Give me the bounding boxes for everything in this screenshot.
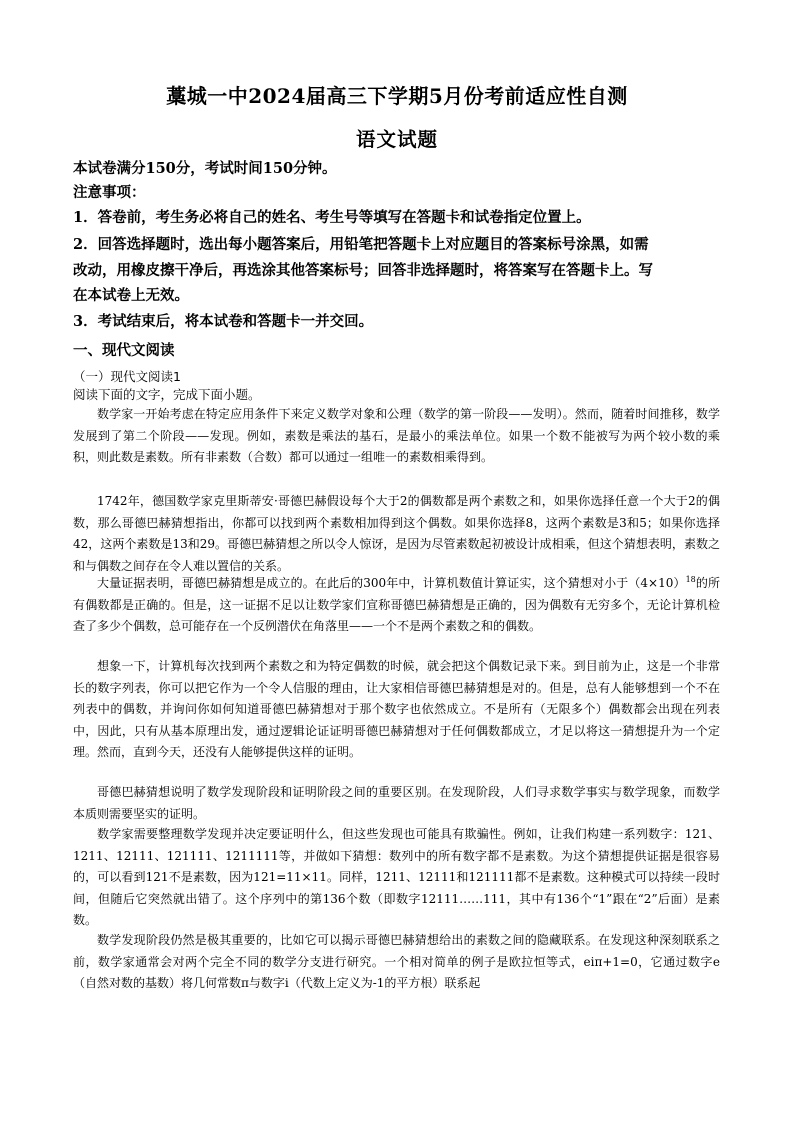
passage-paragraph-7: 数学发现阶段仍然是极其重要的，比如它可以揭示哥德巴赫猜想给出的素数之间的隐藏联系。在发现这种深刻联系之前，数学家通常会对两个完全不同的数学分支进行研究。一个相对简单的例子是欧拉恒等式，eiπ+1=0，它通过数字e（自然对数的基数）将几何常数π与数字i（代数上定义为-1的平方根）联系起 <box>73 933 720 991</box>
note-3: 3．考试结束后，将本试卷和答题卡一并交回。 <box>73 313 374 330</box>
exam-subtitle: 语文试题 <box>355 128 438 151</box>
section-subheading: （一）现代文阅读1 <box>73 369 181 384</box>
note-1: 1．答卷前，考生务必将自己的姓名、考生号等填写在答题卡和试卷指定位置上。 <box>73 209 591 226</box>
notes-heading: 注意事项： <box>73 184 146 201</box>
section-heading: 一、现代文阅读 <box>73 342 175 359</box>
score-line: 本试卷满分150分，考试时间150分钟。 <box>73 160 337 177</box>
exam-title: 藁城一中2024届高三下学期5月份考前适应性自测 <box>166 84 628 108</box>
exponent-superscript: 18 <box>685 575 696 584</box>
passage-paragraph-3 <box>73 573 720 638</box>
passage-paragraph-4: 想象一下，计算机每次找到两个素数之和为特定偶数的时候，就会把这个偶数记录下来。到目前为止，这是一个非常长的数字列表，你可以把它作为一个令人信服的理由，让大家相信哥德巴赫猜想是对的。但是，总有人能够想到一个不在列表中的偶数，并询问你如何知道哥德巴赫猜想对于那个数字也依然成立。不是所有（无限多个）偶数都会出现在列表中，因此，只有从基本原理出发，通过逻辑论证证明哥德巴赫猜想对于任何偶数都成立，才足以将这一猜想提升为一个定理。然而，直到今天，还没有人能够提供这样的证明。 <box>73 659 720 760</box>
note-2-line-3: 在本试卷上无效。 <box>73 287 189 304</box>
note-2-line-1: 2．回答选择题时，选出每小题答案后，用铅笔把答题卡上对应题目的答案标号涂黑，如需 <box>73 236 649 253</box>
passage-paragraph-2: 1742年，德国数学家克里斯蒂安·哥德巴赫假设每个大于2的偶数都是两个素数之和，如果你选择任意一个大于2的偶数，那么哥德巴赫猜想指出，你都可以找到两个素数相加得到这个偶数。如果你选择8，这两个素数是3和5；如果你选择42，这两个素数是13和29。哥德巴赫猜想之所以令人惊讶，是因为尽管素数起初被设计成相乘，但这个猜想表明，素数之和与偶数之间存在令人难以置信的关系。 <box>73 494 720 573</box>
passage-paragraph-5: 哥德巴赫猜想说明了数学发现阶段和证明阶段之间的重要区别。在发现阶段，人们寻求数学事实与数学现象，而数学本质则需要坚实的证明。 <box>73 785 720 821</box>
paragraph-3-text-b: 的所有偶数都是正确的。但是，这一证据不足以让数学家们宣称哥德巴赫猜想是正确的，因为偶数有无穷多个，无论计算机检查了多少个偶数，总可能存在一个反例潜伏在角落里——一个不是两个素数之和的偶数。 <box>73 576 720 634</box>
passage-paragraph-6: 数学家需要整理数学发现并决定要证明什么，但这些发现也可能具有欺骗性。例如，让我们构建一系列数字：121、1211、12111、121111、1211111等，并做如下猜想：数列中的所有数字都不是素数。为这个猜想提供证据是很容易的，可以看到121不是素数，因为121=11×11。同样，1211、12111和121111都不是素数。这种模式可以持续一段时间，但随后它突然就出错了。这个序列中的第136个数（即数字12111……111，其中有136个“1”跟在“2”后面）是素数。 <box>73 827 720 928</box>
reading-prompt: 阅读下面的文字，完成下面小题。 <box>73 387 261 402</box>
passage-paragraph-1: 数学家一开始考虑在特定应用条件下来定义数学对象和公理（数学的第一阶段——发明）。然而，随着时间推移，数学发展到了第二个阶段——发现。例如，素数是乘法的基石，是最小的乘法单位。如果一个数不能被写为两个较小数的乘积，则此数是素数。所有非素数（合数）都可以通过一组唯一的素数相乘得到。 <box>73 407 720 465</box>
paragraph-3-text-a: 大量证据表明，哥德巴赫猜想是成立的。在此后的300年中，计算机数值计算证实，这个猜想对小于（4×10） <box>97 576 686 590</box>
note-2-line-2: 改动，用橡皮擦干净后，再选涂其他答案标号；回答非选择题时，将答案写在答题卡上。写 <box>73 262 653 279</box>
